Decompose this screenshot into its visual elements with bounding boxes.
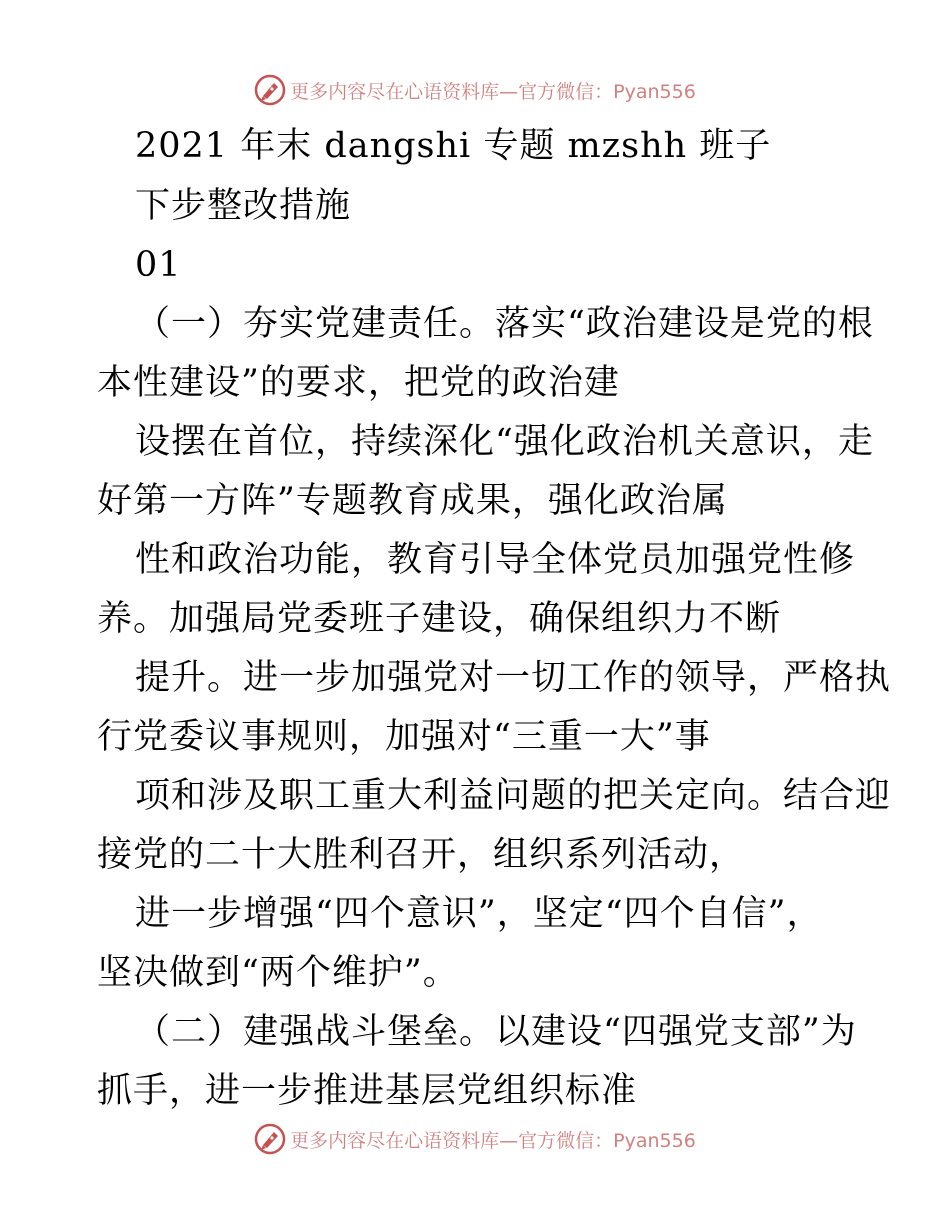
paragraph-line: （一）夯实党建责任。落实“政治建设是党的根: [135, 304, 874, 344]
paragraph-line: 性和政治功能，教育引导全体党员加强党性修: [135, 540, 856, 580]
paragraph-line: 设摆在首位，持续深化“强化政治机关意识，走: [135, 422, 874, 462]
paragraph-line: 进一步增强“四个意识”，坚定“四个自信”，: [135, 894, 823, 934]
paragraph-line: 提升。进一步加强党对一切工作的领导，严格执: [135, 658, 892, 698]
paragraph-line: （二）建强战斗堡垒。以建设“四强党支部”为: [135, 1012, 857, 1052]
paragraph-line: 好第一方阵”专题教育成果，强化政治属: [97, 481, 728, 521]
title-line-2: 下步整改措施: [135, 186, 352, 226]
title-line-1: 2021 年末 dangshi 专题 mzshh 班子: [135, 126, 772, 166]
paragraph-line: 抓手，进一步推进基层党组织标准: [97, 1071, 638, 1111]
paragraph-line: 项和涉及职工重大利益问题的把关定向。结合迎: [135, 776, 892, 816]
watermark-text: 更多内容尽在心语资料库—官方微信：Pyan556: [290, 1129, 696, 1152]
pen-nib-logo-icon: [254, 1123, 286, 1155]
footer-watermark: [0, 1119, 950, 1159]
pen-nib-logo-icon: [254, 74, 286, 106]
paragraph-line: 本性建设”的要求，把党的政治建: [97, 363, 620, 403]
paragraph-line: 坚决做到“两个维护”。: [97, 953, 459, 993]
paragraph-line: 养。加强局党委班子建设，确保组织力不断: [97, 599, 782, 639]
header-watermark: [0, 70, 950, 110]
paragraph-line: 行党委议事规则，加强对“三重一大”事: [97, 717, 711, 757]
paragraph-line: 接党的二十大胜利召开，组织系列活动，: [97, 835, 746, 875]
section-number: 01: [135, 245, 182, 285]
watermark-text: 更多内容尽在心语资料库—官方微信：Pyan556: [290, 80, 696, 103]
